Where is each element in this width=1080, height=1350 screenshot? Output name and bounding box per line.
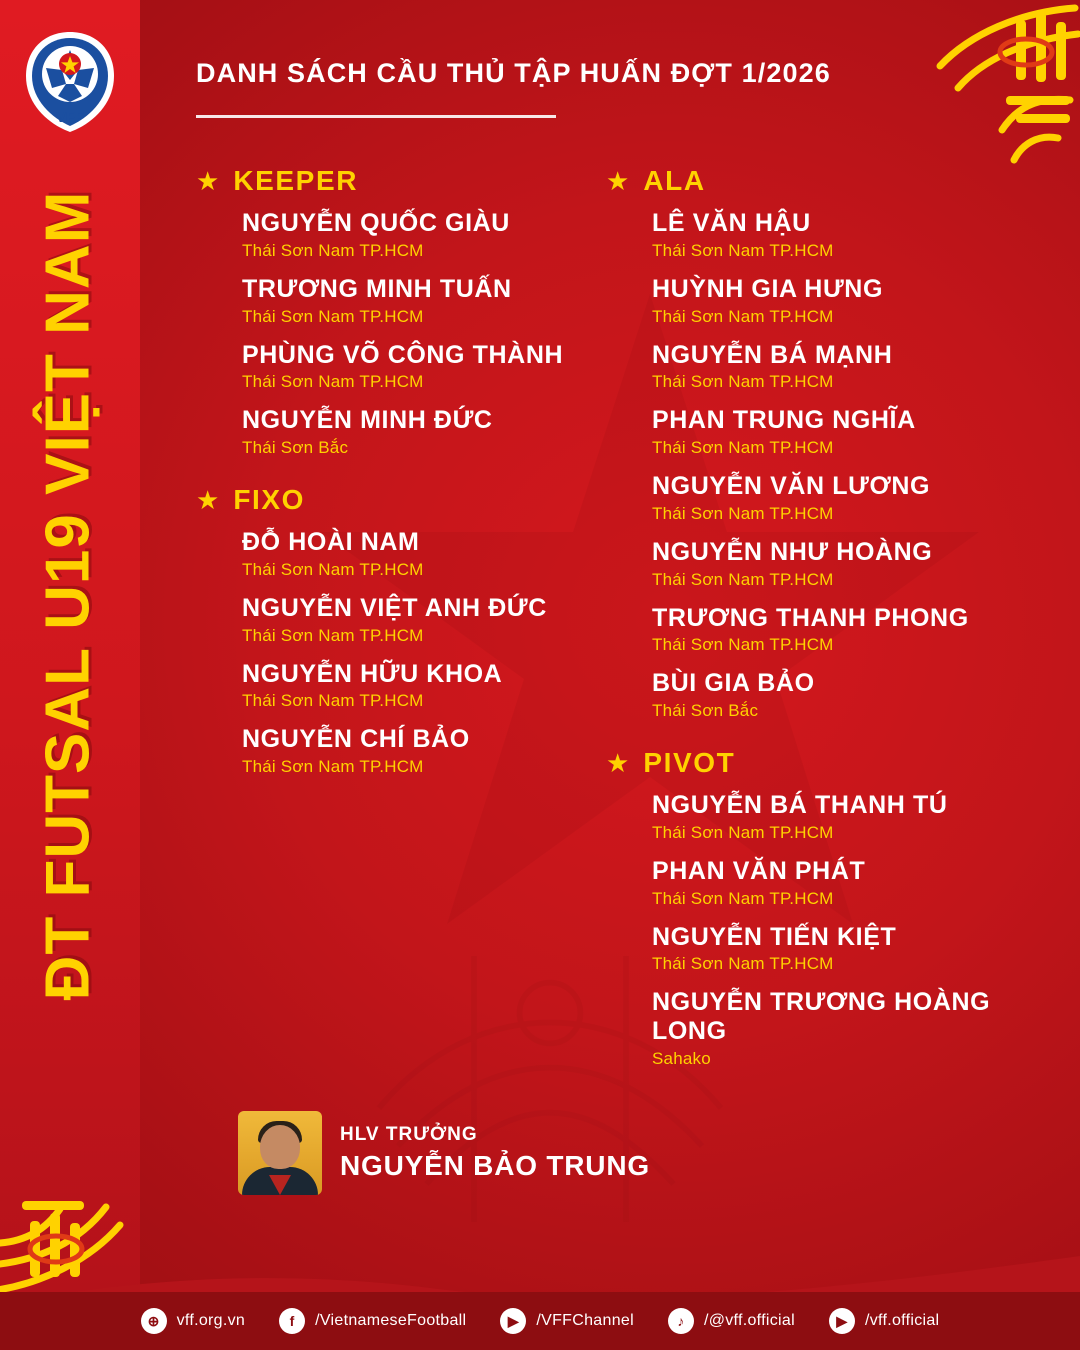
player-name: NGUYỄN BÁ THANH TÚ bbox=[652, 791, 948, 819]
player-name: TRƯƠNG MINH TUẤN bbox=[242, 274, 512, 303]
vff-logo bbox=[22, 30, 118, 134]
player-name: NGUYỄN HỮU KHOA bbox=[242, 659, 503, 688]
player-entry bbox=[652, 406, 1026, 458]
player-name: NGUYỄN TIẾN KIỆT bbox=[652, 922, 897, 951]
player-name: TRƯƠNG THANH PHONG bbox=[652, 603, 969, 632]
player-entry bbox=[652, 538, 1026, 590]
player-entry bbox=[242, 725, 606, 777]
player-name: NGUYỄN QUỐC GIÀU bbox=[242, 209, 510, 237]
player-entry bbox=[242, 209, 606, 261]
position-group-header bbox=[606, 165, 1026, 197]
player-club: Sahako bbox=[652, 1048, 711, 1068]
player-club: Thái Sơn Nam TP.HCM bbox=[652, 569, 834, 589]
footer-link[interactable] bbox=[829, 1308, 939, 1334]
player-entry bbox=[242, 594, 606, 646]
footer-link[interactable] bbox=[500, 1308, 634, 1334]
player-list bbox=[606, 209, 1026, 721]
tiktok-icon: ♪ bbox=[668, 1308, 694, 1334]
star-icon: ★ bbox=[606, 748, 630, 778]
footer-link-label: /vff.official bbox=[864, 1312, 940, 1329]
player-club: Thái Sơn Nam TP.HCM bbox=[242, 757, 424, 776]
player-club: Thái Sơn Nam TP.HCM bbox=[242, 306, 424, 326]
player-name: NGUYỄN BÁ MẠNH bbox=[652, 340, 893, 369]
position-group-ala bbox=[606, 165, 1026, 721]
decorative-swirl-bottom-left bbox=[0, 1145, 200, 1295]
player-name: PHAN TRUNG NGHĨA bbox=[652, 406, 916, 435]
position-group-header bbox=[606, 747, 1026, 779]
position-group-keeper bbox=[196, 165, 606, 458]
player-entry bbox=[652, 275, 1026, 327]
position-group-fixo bbox=[196, 484, 606, 777]
player-club: Thái Sơn Bắc bbox=[242, 438, 349, 457]
player-entry bbox=[652, 923, 1026, 975]
vff-logo-text: VFF bbox=[55, 109, 85, 126]
player-club: Thái Sơn Nam TP.HCM bbox=[242, 372, 424, 392]
star-icon: ★ bbox=[606, 166, 630, 196]
player-entry bbox=[242, 528, 606, 580]
position-group-title: ALA bbox=[643, 165, 706, 196]
player-name: NGUYỄN NHƯ HOÀNG bbox=[652, 537, 933, 566]
footer-link[interactable] bbox=[668, 1308, 795, 1334]
player-club: Thái Sơn Nam TP.HCM bbox=[652, 372, 834, 392]
player-list bbox=[196, 528, 606, 777]
star-icon: ★ bbox=[196, 166, 220, 196]
player-name: PHÙNG VÕ CÔNG THÀNH bbox=[242, 340, 564, 369]
player-entry bbox=[242, 406, 606, 458]
vertical-team-title: ĐT FUTSAL U19 VIỆT NAM bbox=[33, 190, 103, 1001]
footer-link[interactable] bbox=[141, 1308, 246, 1334]
player-name: NGUYỄN MINH ĐỨC bbox=[242, 406, 493, 435]
player-entry bbox=[242, 275, 606, 327]
position-group-header bbox=[196, 165, 606, 197]
player-list bbox=[196, 209, 606, 458]
play-icon: ▶ bbox=[829, 1308, 855, 1334]
roster-column-right bbox=[606, 165, 1026, 1095]
footer-link-label: /VFFChannel bbox=[536, 1312, 634, 1329]
coach-role-label: HLV TRƯỞNG bbox=[340, 1124, 478, 1145]
decorative-swirl-top-right bbox=[820, 0, 1080, 180]
player-entry bbox=[652, 472, 1026, 524]
player-name: ĐỖ HOÀI NAM bbox=[242, 528, 420, 556]
footer-link[interactable] bbox=[279, 1308, 466, 1334]
player-name: NGUYỄN CHÍ BẢO bbox=[242, 725, 470, 754]
player-entry bbox=[242, 660, 606, 712]
youtube-icon: ▶ bbox=[500, 1308, 526, 1334]
position-group-pivot bbox=[606, 747, 1026, 1069]
player-name: NGUYỄN VĂN LƯƠNG bbox=[652, 472, 931, 500]
player-club: Thái Sơn Nam TP.HCM bbox=[652, 635, 834, 655]
player-club: Thái Sơn Bắc bbox=[652, 701, 759, 720]
footer-link-label: vff.org.vn bbox=[176, 1312, 246, 1329]
player-entry bbox=[652, 604, 1026, 656]
player-club: Thái Sơn Nam TP.HCM bbox=[242, 625, 424, 645]
footer-social-bar bbox=[0, 1292, 1080, 1350]
player-club: Thái Sơn Nam TP.HCM bbox=[242, 691, 424, 711]
head-coach-block bbox=[238, 1111, 650, 1195]
globe-icon: ⊕ bbox=[141, 1308, 167, 1334]
player-club: Thái Sơn Nam TP.HCM bbox=[652, 503, 834, 523]
header-divider bbox=[196, 115, 556, 118]
position-group-header bbox=[196, 484, 606, 516]
roster-columns bbox=[196, 165, 1056, 1095]
player-name: LÊ VĂN HẬU bbox=[652, 209, 811, 237]
player-entry bbox=[652, 857, 1026, 909]
player-entry bbox=[652, 791, 1026, 843]
player-club: Thái Sơn Nam TP.HCM bbox=[242, 559, 424, 579]
coach-avatar bbox=[238, 1111, 322, 1195]
coach-name: NGUYỄN BẢO TRUNG bbox=[340, 1150, 650, 1181]
player-club: Thái Sơn Nam TP.HCM bbox=[652, 888, 834, 908]
player-entry bbox=[652, 669, 1026, 721]
player-club: Thái Sơn Nam TP.HCM bbox=[652, 438, 834, 457]
position-group-title: KEEPER bbox=[233, 165, 359, 196]
player-entry bbox=[652, 341, 1026, 393]
player-name: BÙI GIA BẢO bbox=[652, 669, 815, 698]
position-group-title: FIXO bbox=[233, 484, 306, 515]
footer-link-label: /@vff.official bbox=[703, 1312, 795, 1329]
page-title: DANH SÁCH CẦU THỦ TẬP HUẤN ĐỢT 1/2026 bbox=[196, 58, 831, 88]
player-club: Thái Sơn Nam TP.HCM bbox=[652, 954, 834, 974]
player-club: Thái Sơn Nam TP.HCM bbox=[242, 240, 424, 260]
position-group-title: PIVOT bbox=[643, 747, 736, 778]
player-name: NGUYỄN TRƯƠNG HOÀNG LONG bbox=[652, 988, 991, 1045]
facebook-icon: f bbox=[279, 1308, 305, 1334]
player-name: PHAN VĂN PHÁT bbox=[652, 856, 866, 885]
star-icon: ★ bbox=[196, 485, 220, 515]
roster-column-left bbox=[196, 165, 606, 1095]
player-club: Thái Sơn Nam TP.HCM bbox=[652, 240, 834, 260]
footer-link-label: /VietnameseFootball bbox=[315, 1312, 467, 1329]
player-entry bbox=[242, 341, 606, 393]
player-club: Thái Sơn Nam TP.HCM bbox=[652, 306, 834, 326]
header bbox=[196, 58, 831, 118]
player-name: NGUYỄN VIỆT ANH ĐỨC bbox=[242, 593, 547, 622]
player-entry bbox=[652, 209, 1026, 261]
player-name: HUỲNH GIA HƯNG bbox=[652, 274, 883, 303]
player-club: Thái Sơn Nam TP.HCM bbox=[652, 822, 834, 842]
player-entry bbox=[652, 988, 1026, 1069]
player-list bbox=[606, 791, 1026, 1069]
